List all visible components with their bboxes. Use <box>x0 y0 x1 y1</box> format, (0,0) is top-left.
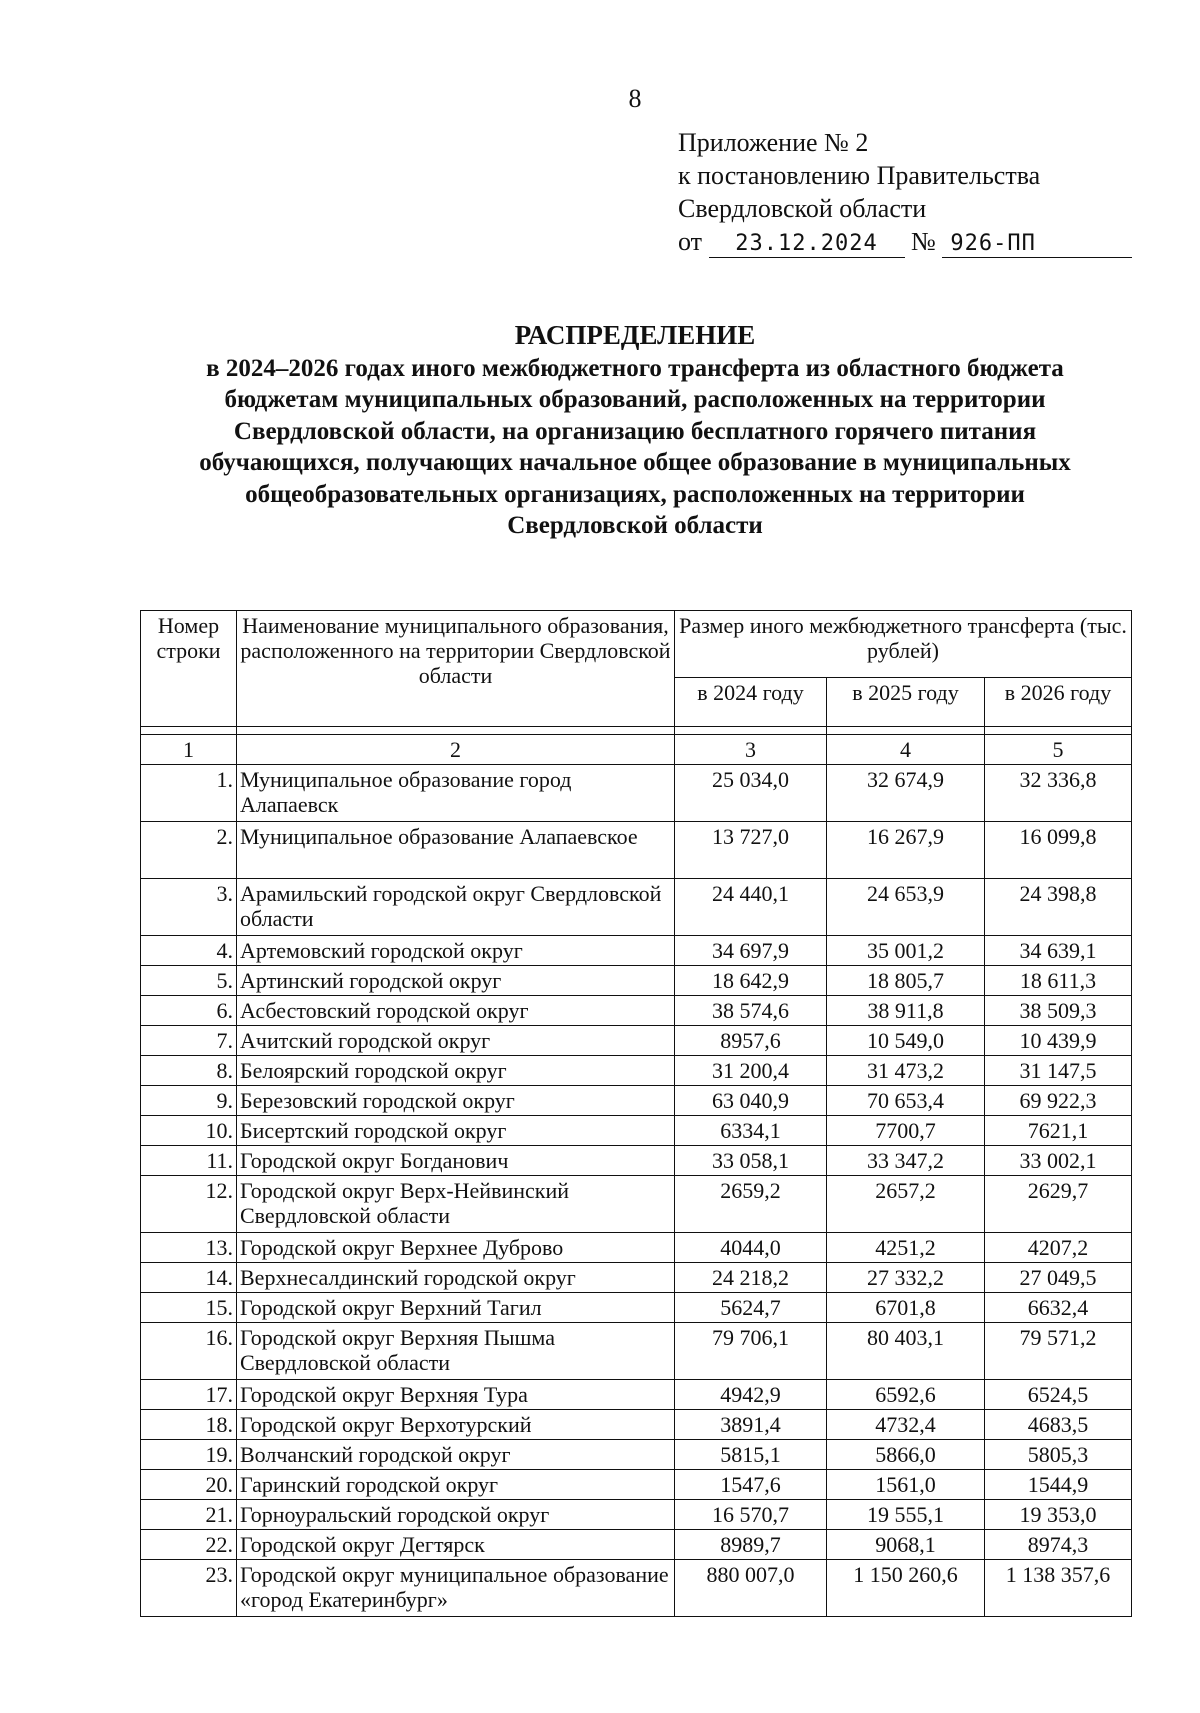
municipality-name: Городской округ Верхний Тагил <box>237 1293 675 1323</box>
municipality-name: Березовский городской округ <box>237 1086 675 1116</box>
municipality-name: Гаринский городской округ <box>237 1470 675 1500</box>
value-2024: 63 040,9 <box>675 1086 827 1116</box>
value-2024: 1547,6 <box>675 1470 827 1500</box>
value-2025: 9068,1 <box>827 1530 985 1560</box>
value-2025: 33 347,2 <box>827 1146 985 1176</box>
value-2026: 6632,4 <box>985 1293 1132 1323</box>
column-number: 1 <box>141 735 237 765</box>
value-2026: 79 571,2 <box>985 1323 1132 1380</box>
table-row <box>141 1263 1132 1293</box>
value-2025: 10 549,0 <box>827 1026 985 1056</box>
value-2025: 5866,0 <box>827 1440 985 1470</box>
value-2026: 19 353,0 <box>985 1500 1132 1530</box>
value-2024: 4044,0 <box>675 1233 827 1263</box>
column-number: 3 <box>675 735 827 765</box>
table-row <box>141 1500 1132 1530</box>
table-row <box>141 1233 1132 1263</box>
row-number: 4. <box>141 936 237 966</box>
value-2026: 5805,3 <box>985 1440 1132 1470</box>
title-line: бюджетам муниципальных образований, расположенных на территории <box>224 386 1046 413</box>
municipality-name: Городской округ Богданович <box>237 1146 675 1176</box>
page-number: 8 <box>628 84 642 113</box>
municipality-name: Городской округ Дегтярск <box>237 1530 675 1560</box>
row-number: 17. <box>141 1380 237 1410</box>
distribution-table <box>140 610 1132 1617</box>
value-2025: 18 805,7 <box>827 966 985 996</box>
value-2025: 7700,7 <box>827 1116 985 1146</box>
title-line: Свердловской области, на организацию бесплатного горячего питания <box>233 417 1037 445</box>
value-2024: 5624,7 <box>675 1293 827 1323</box>
municipality-name: Волчанский городской округ <box>237 1440 675 1470</box>
value-2026: 6524,5 <box>985 1380 1132 1410</box>
table-row <box>141 1323 1132 1380</box>
value-2024: 16 570,7 <box>675 1500 827 1530</box>
value-2024: 8989,7 <box>675 1530 827 1560</box>
table-row <box>141 1176 1132 1233</box>
appendix-block <box>678 126 1132 258</box>
row-number: 10. <box>141 1116 237 1146</box>
row-number: 18. <box>141 1410 237 1440</box>
value-2025: 32 674,9 <box>827 765 985 822</box>
value-2024: 25 034,0 <box>675 765 827 822</box>
value-2025: 31 473,2 <box>827 1056 985 1086</box>
value-2024: 6334,1 <box>675 1116 827 1146</box>
value-2024: 34 697,9 <box>675 936 827 966</box>
municipality-name: Муниципальное образование Алапаевское <box>237 822 675 879</box>
municipality-name: Артемовский городской округ <box>237 936 675 966</box>
table-row <box>141 1380 1132 1410</box>
header-municipality-name: Наименование муниципального образования, расположенного на территории Свердловской области <box>237 611 675 727</box>
appendix-line-1: Приложение № 2 <box>678 128 869 157</box>
column-number: 5 <box>985 735 1132 765</box>
value-2025: 16 267,9 <box>827 822 985 879</box>
date-prefix: от <box>678 227 703 256</box>
municipality-name: Городской округ Верхняя Тура <box>237 1380 675 1410</box>
value-2026: 18 611,3 <box>985 966 1132 996</box>
row-number: 14. <box>141 1263 237 1293</box>
value-2025: 6701,8 <box>827 1293 985 1323</box>
value-2024: 4942,9 <box>675 1380 827 1410</box>
appendix-line-2: к постановлению Правительства <box>678 161 1041 190</box>
value-2025: 38 911,8 <box>827 996 985 1026</box>
value-2026: 4683,5 <box>985 1410 1132 1440</box>
table-row <box>141 996 1132 1026</box>
municipality-name: Муниципальное образование город Алапаевск <box>237 765 675 822</box>
value-2024: 79 706,1 <box>675 1323 827 1380</box>
table-row <box>141 1116 1132 1146</box>
value-2025: 2657,2 <box>827 1176 985 1233</box>
value-2024: 3891,4 <box>675 1410 827 1440</box>
header-year-2025: в 2025 году <box>827 678 985 727</box>
value-2024: 18 642,9 <box>675 966 827 996</box>
value-2026: 33 002,1 <box>985 1146 1132 1176</box>
value-2026: 7621,1 <box>985 1116 1132 1146</box>
header-year-2024: в 2024 году <box>675 678 827 727</box>
row-number: 15. <box>141 1293 237 1323</box>
value-2026: 34 639,1 <box>985 936 1132 966</box>
table-row <box>141 1560 1132 1617</box>
table-row <box>141 765 1132 822</box>
municipality-name: Городской округ Верхотурский <box>237 1410 675 1440</box>
table-row <box>141 936 1132 966</box>
value-2025: 4251,2 <box>827 1233 985 1263</box>
value-2025: 70 653,4 <box>827 1086 985 1116</box>
municipality-name: Городской округ муниципальное образование «город Екатеринбург» <box>237 1560 675 1617</box>
table-row <box>141 1146 1132 1176</box>
document-date: 23.12.2024 <box>709 231 905 258</box>
value-2024: 13 727,0 <box>675 822 827 879</box>
value-2024: 38 574,6 <box>675 996 827 1026</box>
value-2024: 2659,2 <box>675 1176 827 1233</box>
value-2024: 31 200,4 <box>675 1056 827 1086</box>
municipality-name: Ачитский городской округ <box>237 1026 675 1056</box>
value-2024: 24 440,1 <box>675 879 827 936</box>
column-number: 4 <box>827 735 985 765</box>
value-2026: 32 336,8 <box>985 765 1132 822</box>
value-2024: 5815,1 <box>675 1440 827 1470</box>
title-line: в 2024–2026 годах иного межбюджетного трансферта из областного бюджета <box>206 354 1064 382</box>
value-2026: 10 439,9 <box>985 1026 1132 1056</box>
value-2025: 6592,6 <box>827 1380 985 1410</box>
column-number: 2 <box>237 735 675 765</box>
table-row <box>141 1026 1132 1056</box>
table-row <box>141 1530 1132 1560</box>
value-2026: 24 398,8 <box>985 879 1132 936</box>
value-2025: 19 555,1 <box>827 1500 985 1530</box>
table-row <box>141 1410 1132 1440</box>
municipality-name: Артинский городской округ <box>237 966 675 996</box>
column-number-row <box>141 735 1132 765</box>
value-2025: 80 403,1 <box>827 1323 985 1380</box>
table-body <box>141 765 1132 1617</box>
row-number: 1. <box>141 765 237 822</box>
value-2026: 8974,3 <box>985 1530 1132 1560</box>
row-number: 21. <box>141 1500 237 1530</box>
table-row <box>141 879 1132 936</box>
municipality-name: Верхнесалдинский городской округ <box>237 1263 675 1293</box>
value-2025: 1 150 260,6 <box>827 1560 985 1617</box>
value-2026: 1 138 357,6 <box>985 1560 1132 1617</box>
document-title <box>140 320 1130 542</box>
row-number: 7. <box>141 1026 237 1056</box>
row-number: 20. <box>141 1470 237 1500</box>
document-number: 926-ПП <box>942 231 1132 258</box>
municipality-name: Горноуральский городской округ <box>237 1500 675 1530</box>
value-2026: 38 509,3 <box>985 996 1132 1026</box>
row-number: 16. <box>141 1323 237 1380</box>
value-2026: 27 049,5 <box>985 1263 1132 1293</box>
row-number: 12. <box>141 1176 237 1233</box>
value-2024: 33 058,1 <box>675 1146 827 1176</box>
table-row <box>141 822 1132 879</box>
table-row <box>141 1056 1132 1086</box>
value-2025: 24 653,9 <box>827 879 985 936</box>
table-row <box>141 1470 1132 1500</box>
value-2026: 16 099,8 <box>985 822 1132 879</box>
municipality-name: Городской округ Верхнее Дуброво <box>237 1233 675 1263</box>
title-line: общеобразовательных организациях, расположенных на территории <box>245 480 1025 508</box>
header-row-number: Номер строки <box>141 611 237 727</box>
row-number: 5. <box>141 966 237 996</box>
row-number: 22. <box>141 1530 237 1560</box>
municipality-name: Бисертский городской округ <box>237 1116 675 1146</box>
municipality-name: Белоярский городской округ <box>237 1056 675 1086</box>
value-2026: 1544,9 <box>985 1470 1132 1500</box>
municipality-name: Арамильский городской округ Свердловской области <box>237 879 675 936</box>
table-row <box>141 1293 1132 1323</box>
value-2024: 24 218,2 <box>675 1263 827 1293</box>
row-number: 8. <box>141 1056 237 1086</box>
appendix-line-3: Свердловской области <box>678 194 927 223</box>
value-2026: 31 147,5 <box>985 1056 1132 1086</box>
municipality-name: Асбестовский городской округ <box>237 996 675 1026</box>
header-year-2026: в 2026 году <box>985 678 1132 727</box>
municipality-name: Городской округ Верхняя Пышма Свердловской области <box>237 1323 675 1380</box>
value-2026: 2629,7 <box>985 1176 1132 1233</box>
number-prefix: № <box>911 227 936 256</box>
table-row <box>141 966 1132 996</box>
value-2025: 27 332,2 <box>827 1263 985 1293</box>
value-2026: 4207,2 <box>985 1233 1132 1263</box>
title-line: обучающихся, получающих начальное общее образование в муниципальных <box>199 449 1071 476</box>
value-2025: 35 001,2 <box>827 936 985 966</box>
row-number: 23. <box>141 1560 237 1617</box>
table-row <box>141 1440 1132 1470</box>
row-number: 2. <box>141 822 237 879</box>
row-number: 3. <box>141 879 237 936</box>
row-number: 19. <box>141 1440 237 1470</box>
municipality-name: Городской округ Верх-Нейвинский Свердловской области <box>237 1176 675 1233</box>
value-2025: 4732,4 <box>827 1410 985 1440</box>
value-2024: 880 007,0 <box>675 1560 827 1617</box>
title-heading: РАСПРЕДЕЛЕНИЕ <box>514 320 756 350</box>
value-2024: 8957,6 <box>675 1026 827 1056</box>
table-row <box>141 1086 1132 1116</box>
appendix-date-line <box>678 225 1132 258</box>
value-2026: 69 922,3 <box>985 1086 1132 1116</box>
title-line: Свердловской области <box>507 512 763 539</box>
row-number: 6. <box>141 996 237 1026</box>
row-number: 13. <box>141 1233 237 1263</box>
value-2025: 1561,0 <box>827 1470 985 1500</box>
row-number: 11. <box>141 1146 237 1176</box>
row-number: 9. <box>141 1086 237 1116</box>
header-transfer-size: Размер иного межбюджетного трансферта (тыс. рублей) <box>675 611 1132 678</box>
